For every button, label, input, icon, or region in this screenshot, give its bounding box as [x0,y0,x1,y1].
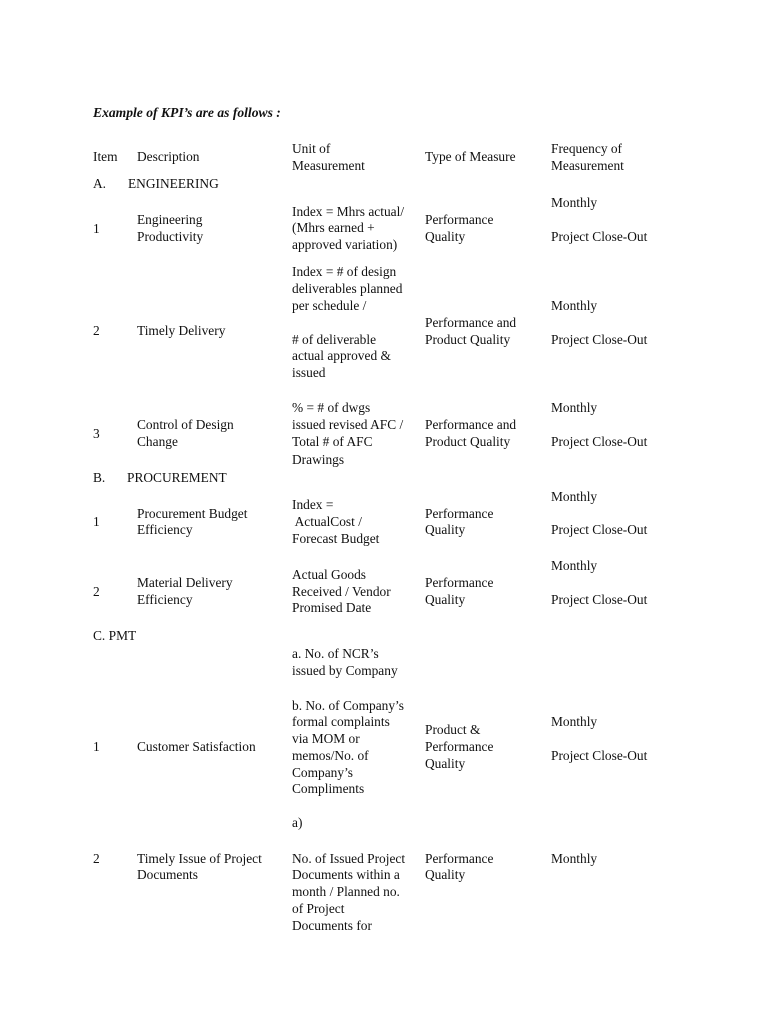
row-frequency: Project Close-Out [551,332,648,347]
row-unit: Actual Goods [292,567,367,582]
row-type: Quality [425,522,466,537]
row-item-number: 1 [93,514,100,529]
row-unit: Index = [292,497,334,512]
row-frequency: Monthly [551,558,598,573]
col-frequency-header-line1: Frequency of [551,141,623,156]
row-description: Procurement Budget [137,506,248,521]
row-unit: Documents within a [292,867,400,882]
row-unit: a. No. of NCR’s [292,646,379,661]
col-unit-header-line1: Unit of [292,141,331,156]
row-type: Performance [425,739,494,754]
row-unit: Forecast Budget [292,531,380,546]
row-frequency: Monthly [551,298,598,313]
row-type: Product Quality [425,434,511,449]
row-item-number: 3 [93,426,100,441]
section-letter: A. [93,176,107,191]
row-unit: Company’s [292,765,354,780]
row-frequency: Monthly [551,714,598,729]
row-type: Performance [425,506,494,521]
row-description: Customer Satisfaction [137,739,256,754]
row-type: Performance [425,212,494,227]
row-unit: Documents for [292,918,372,933]
row-item-number: 2 [93,323,100,338]
section-title: ENGINEERING [128,176,219,191]
row-type: Performance [425,575,494,590]
row-description: Control of Design [137,417,234,432]
row-item-number: 1 [93,221,100,236]
col-description-header: Description [137,149,200,164]
row-unit: month / Planned no. [292,884,400,899]
row-description: Productivity [137,229,204,244]
row-item-number: 2 [93,584,100,599]
row-unit: Compliments [292,781,365,796]
row-unit: Index = Mhrs actual/ [292,204,405,219]
row-unit: a) [292,815,303,830]
row-frequency: Project Close-Out [551,748,648,763]
row-item-number: 1 [93,739,100,754]
row-frequency: Project Close-Out [551,592,648,607]
row-unit: issued [292,365,326,380]
row-frequency: Monthly [551,489,598,504]
row-unit: issued by Company [292,663,398,678]
row-type: Performance and [425,315,517,330]
col-item-header: Item [93,149,118,164]
row-frequency: Monthly [551,195,598,210]
row-unit: b. No. of Company’s [292,698,404,713]
document-heading: Example of KPI’s are as follows : [93,105,281,120]
row-description: Efficiency [137,522,193,537]
row-frequency: Monthly [551,400,598,415]
row-type: Quality [425,592,466,607]
row-unit: issued revised AFC / [292,417,404,432]
row-type: Quality [425,756,466,771]
row-unit: deliverables planned [292,281,403,296]
row-unit: ActualCost / [292,514,362,529]
row-unit: actual approved & [292,348,391,363]
row-type: Product Quality [425,332,511,347]
row-description: Documents [137,867,198,882]
section-title: C. PMT [93,628,137,643]
row-description: Timely Issue of Project [137,851,262,866]
row-type: Quality [425,229,466,244]
row-frequency: Monthly [551,851,598,866]
row-unit: of Project [292,901,345,916]
row-unit: approved variation) [292,237,398,252]
row-frequency: Project Close-Out [551,434,648,449]
row-unit: formal complaints [292,714,390,729]
row-unit: Drawings [292,452,345,467]
row-unit: % = # of dwgs [292,400,371,415]
row-unit: memos/No. of [292,748,369,763]
section-title: PROCUREMENT [127,470,227,485]
row-unit: via MOM or [292,731,360,746]
row-unit: Index = # of design [292,264,397,279]
row-unit: Total # of AFC [292,434,373,449]
col-type-header: Type of Measure [425,149,516,164]
row-unit: per schedule / [292,298,367,313]
col-frequency-header-line2: Measurement [551,158,624,173]
row-description: Engineering [137,212,203,227]
row-type: Product & [425,722,481,737]
row-description: Timely Delivery [137,323,226,338]
row-description: Material Delivery [137,575,233,590]
col-unit-header-line2: Measurement [292,158,365,173]
row-frequency: Project Close-Out [551,522,648,537]
row-type: Quality [425,867,466,882]
row-type: Performance and [425,417,517,432]
row-item-number: 2 [93,851,100,866]
row-unit: # of deliverable [292,332,377,347]
row-type: Performance [425,851,494,866]
row-unit: No. of Issued Project [292,851,406,866]
row-description: Efficiency [137,592,193,607]
row-unit: Received / Vendor [292,584,391,599]
row-description: Change [137,434,178,449]
row-unit: Promised Date [292,600,372,615]
section-letter: B. [93,470,106,485]
row-unit: (Mhrs earned + [292,220,375,235]
row-frequency: Project Close-Out [551,229,648,244]
